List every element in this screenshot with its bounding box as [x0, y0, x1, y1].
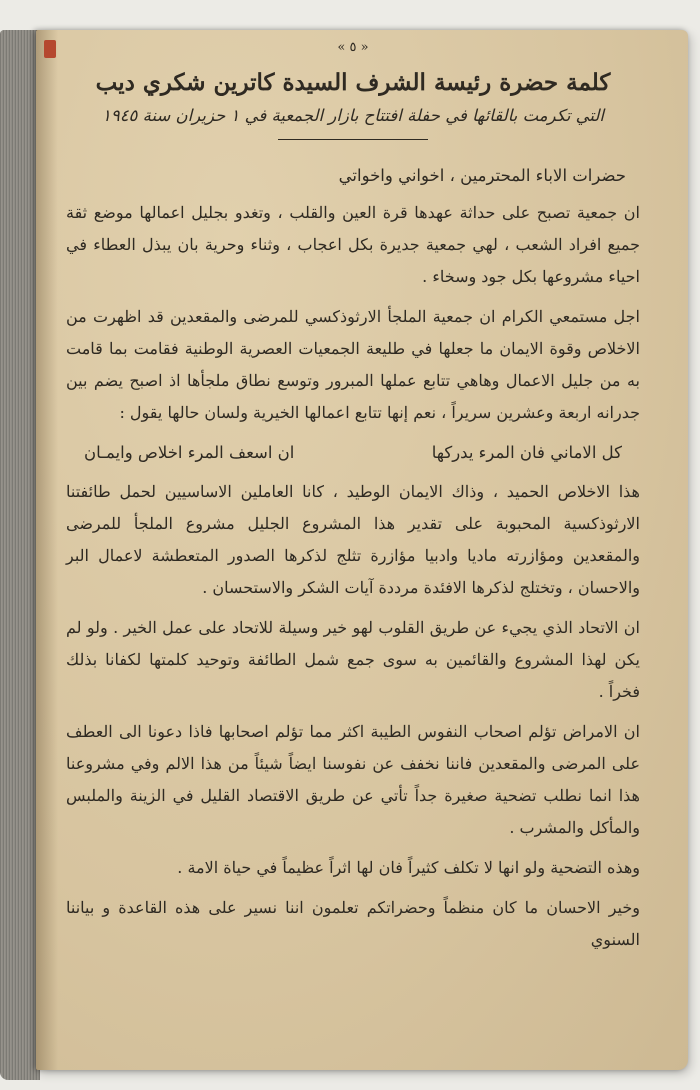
- paragraph: وخير الاحسان ما كان منظماً وحضراتكم تعلمون اننا نسير على هذه القاعدة و بياننا السنوي: [66, 898, 640, 949]
- verse-second-hemistich: ان اسعف المرء اخلاص وايمـان: [84, 443, 295, 462]
- poetry-verse: [66, 443, 640, 462]
- speech-subtitle: التي تكرمت بالقائها في حفلة افتتاح بازار الجمعية في ١ حزيران سنة ١٩٤٥: [101, 106, 605, 125]
- title-divider: [278, 139, 428, 140]
- paragraph: هذا الاخلاص الحميد ، وذاك الايمان الوطيد ، كانا العاملين الاساسيين لحمل طائفتنا الارثوذكسية المحبوبة على تقدير هذا المشروع الجليل مشروع الملجأ للمرضى والمقعدين ومؤازرته ماديا وادبيا مؤازرة تثلج لذكرها الصدور المتعطشة لاعمال البر والاحسان ، وتختلج لذكرها الافئدة مرددة آيات الشكر والاستحسان .: [66, 482, 640, 597]
- book-page-edges: [0, 30, 40, 1080]
- paragraph: ان الامراض تؤلم اصحاب النفوس الطيبة اكثر مما تؤلم اصحابها فاذا دعونا الى العطف على المرضى والمقعدين فاننا نخفف عن نفوسنا ايضاً شيئاً من هذا الالم وفي مشروعنا هذا انما نطلب تضحية صغيرة جداً تأتي عن طريق الاقتصاد القليل في الزينة والملبس والمأكل والمشرب .: [66, 722, 640, 837]
- page-gutter-shadow: [36, 30, 58, 1070]
- page-corner-mark: [44, 40, 56, 58]
- verse-first-hemistich: كل الاماني فان المرء يدركها: [431, 443, 622, 462]
- page-number: « ٥ »: [337, 40, 369, 55]
- salutation: حضرات الاباء المحترمين ، اخواني واخواتي: [338, 166, 626, 185]
- page-text: [66, 40, 640, 964]
- paragraph: اجل مستمعي الكرام ان جمعية الملجأ الارثوذكسي للمرضى والمقعدين قد اظهرت من الاخلاص وقوة الايمان ما جعلها في طليعة الجمعيات العصرية الوطنية فقامت بما قامت به من جليل الاعمال وهاهي تتابع عملها المبرور وتوسع نطاق ملجأها اذ اصبح يضم بين جدرانه اربعة وعشرين سريراً ، نعم إنها تتابع اعمالها الخيرية ولسان حالها يقول :: [66, 307, 640, 422]
- paragraph: ان جمعية تصبح على حداثة عهدها قرة العين والقلب ، وتغدو بجليل اعمالها موضع ثقة جميع افراد الشعب ، لهي جمعية جديرة بكل اعجاب ، وثناء وحرية بان يبذل العطاء في احياء مشروعها بكل جود وسخاء .: [66, 203, 641, 286]
- paragraph: وهذه التضحية ولو انها لا تكلف كثيراً فان لها اثراً عظيماً في حياة الامة .: [177, 858, 640, 877]
- paragraph: ان الاتحاد الذي يجيء عن طريق القلوب لهو خير وسيلة للاتحاد على عمل الخير . ولو لم يكن لهذا المشروع والقائمين به سوى جمع شمل الطائفة وتوحيد كلمتها لكفانا بذلك فخراً .: [66, 618, 640, 701]
- speech-title: كلمة حضرة رئيسة الشرف السيدة كاترين شكري ديب: [95, 69, 611, 96]
